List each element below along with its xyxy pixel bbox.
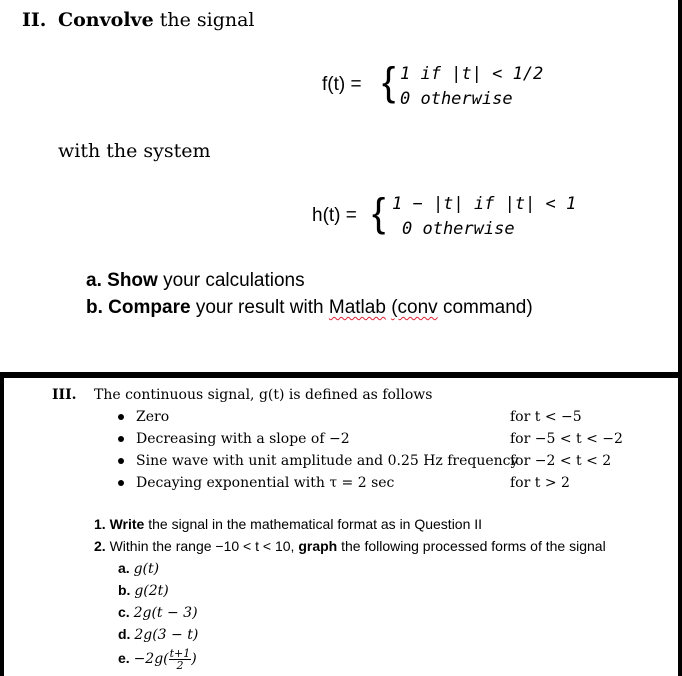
question-3-intro: The continuous signal, g(t) is defined as follows xyxy=(94,387,433,403)
part-b-rest-after: command) xyxy=(442,297,533,318)
f-case-2: 0 otherwise xyxy=(400,89,513,109)
form-expression: g(t) xyxy=(133,561,160,577)
part-b-verb: Compare xyxy=(108,297,191,318)
task-2-pre: Within the range −10 < t < 10, xyxy=(109,538,295,554)
f-lhs: f(t) = xyxy=(322,74,362,95)
bullet-text: Decaying exponential with τ = 2 sec xyxy=(136,475,395,491)
h-lhs: h(t) = xyxy=(312,205,357,226)
task-1-verb: Write xyxy=(109,516,145,532)
fraction-denominator: 2 xyxy=(176,659,184,672)
convolve-verb: Convolve xyxy=(58,9,154,31)
bullet-text: Sine wave with unit amplitude and 0.25 Hz frequency xyxy=(136,453,519,469)
form-expression: 2g(t − 3) xyxy=(133,605,198,621)
task-1-rest: the signal in the mathematical format as in Question II xyxy=(148,516,483,532)
bullet-text: Decreasing with a slope of −2 xyxy=(136,431,350,447)
bullet-item xyxy=(118,409,169,425)
form-letter: e. xyxy=(118,650,130,667)
bullet-range: for −5 < t < −2 xyxy=(510,431,623,447)
fraction-numerator: t+1 xyxy=(169,647,191,660)
h-case-2: 0 otherwise xyxy=(402,219,515,239)
form-letter: b. xyxy=(118,582,131,598)
task-1-number: 1. xyxy=(94,516,106,532)
form-expression: 2g(3 − t) xyxy=(134,627,199,643)
bullet-range: for −2 < t < 2 xyxy=(510,453,612,469)
part-a-rest: your calculations xyxy=(163,270,305,291)
form-item xyxy=(118,626,198,643)
form-letter: a. xyxy=(118,560,130,576)
form-item xyxy=(118,604,198,621)
part-b-rest: your result with xyxy=(195,297,324,318)
task-2-number: 2. xyxy=(94,538,106,554)
h-brace: { xyxy=(372,191,386,235)
part-a-verb: Show xyxy=(107,270,158,291)
form-expression: g(2t) xyxy=(134,583,169,599)
task-2-rest: the following processed forms of the signal xyxy=(341,538,606,554)
h-case-1: 1 − |t| if |t| < 1 xyxy=(392,194,577,214)
bullet-range: for t < −5 xyxy=(510,409,582,425)
task-2-verb: graph xyxy=(298,538,338,554)
part-a-letter: a. xyxy=(86,270,102,291)
form-item xyxy=(118,560,159,577)
matlab-word: Matlab xyxy=(328,297,386,318)
bullet-item xyxy=(118,431,350,447)
bullet-item xyxy=(118,453,518,469)
form-item xyxy=(118,582,169,599)
question-3-number: III. xyxy=(52,387,77,403)
task-2 xyxy=(94,538,606,554)
bullet-dot xyxy=(118,458,124,464)
part-b-letter: b. xyxy=(86,297,103,318)
form-item xyxy=(118,648,197,671)
f-case-1: 1 if |t| < 1/2 xyxy=(400,64,544,84)
form-expression-suffix: ) xyxy=(191,651,197,668)
conv-word: (conv xyxy=(391,297,438,318)
form-fraction xyxy=(169,648,192,671)
question-2-number: II. xyxy=(22,9,47,31)
question-3-page xyxy=(4,378,678,676)
bullet-dot xyxy=(118,480,124,486)
form-letter: c. xyxy=(118,604,130,620)
bullet-dot xyxy=(118,414,124,420)
bullet-dot xyxy=(118,436,124,442)
question-2-heading xyxy=(58,9,255,31)
bullet-range: for t > 2 xyxy=(510,475,570,491)
bullet-item xyxy=(118,475,394,491)
task-1 xyxy=(94,516,482,532)
with-system-text: with the system xyxy=(58,140,211,162)
bullet-text: Zero xyxy=(136,409,170,425)
part-b xyxy=(86,297,533,319)
part-a xyxy=(86,270,305,292)
form-letter: d. xyxy=(118,626,131,642)
f-brace: { xyxy=(382,60,396,104)
form-expression-prefix: −2g( xyxy=(133,651,169,668)
question-2-intro: the signal xyxy=(159,9,255,31)
